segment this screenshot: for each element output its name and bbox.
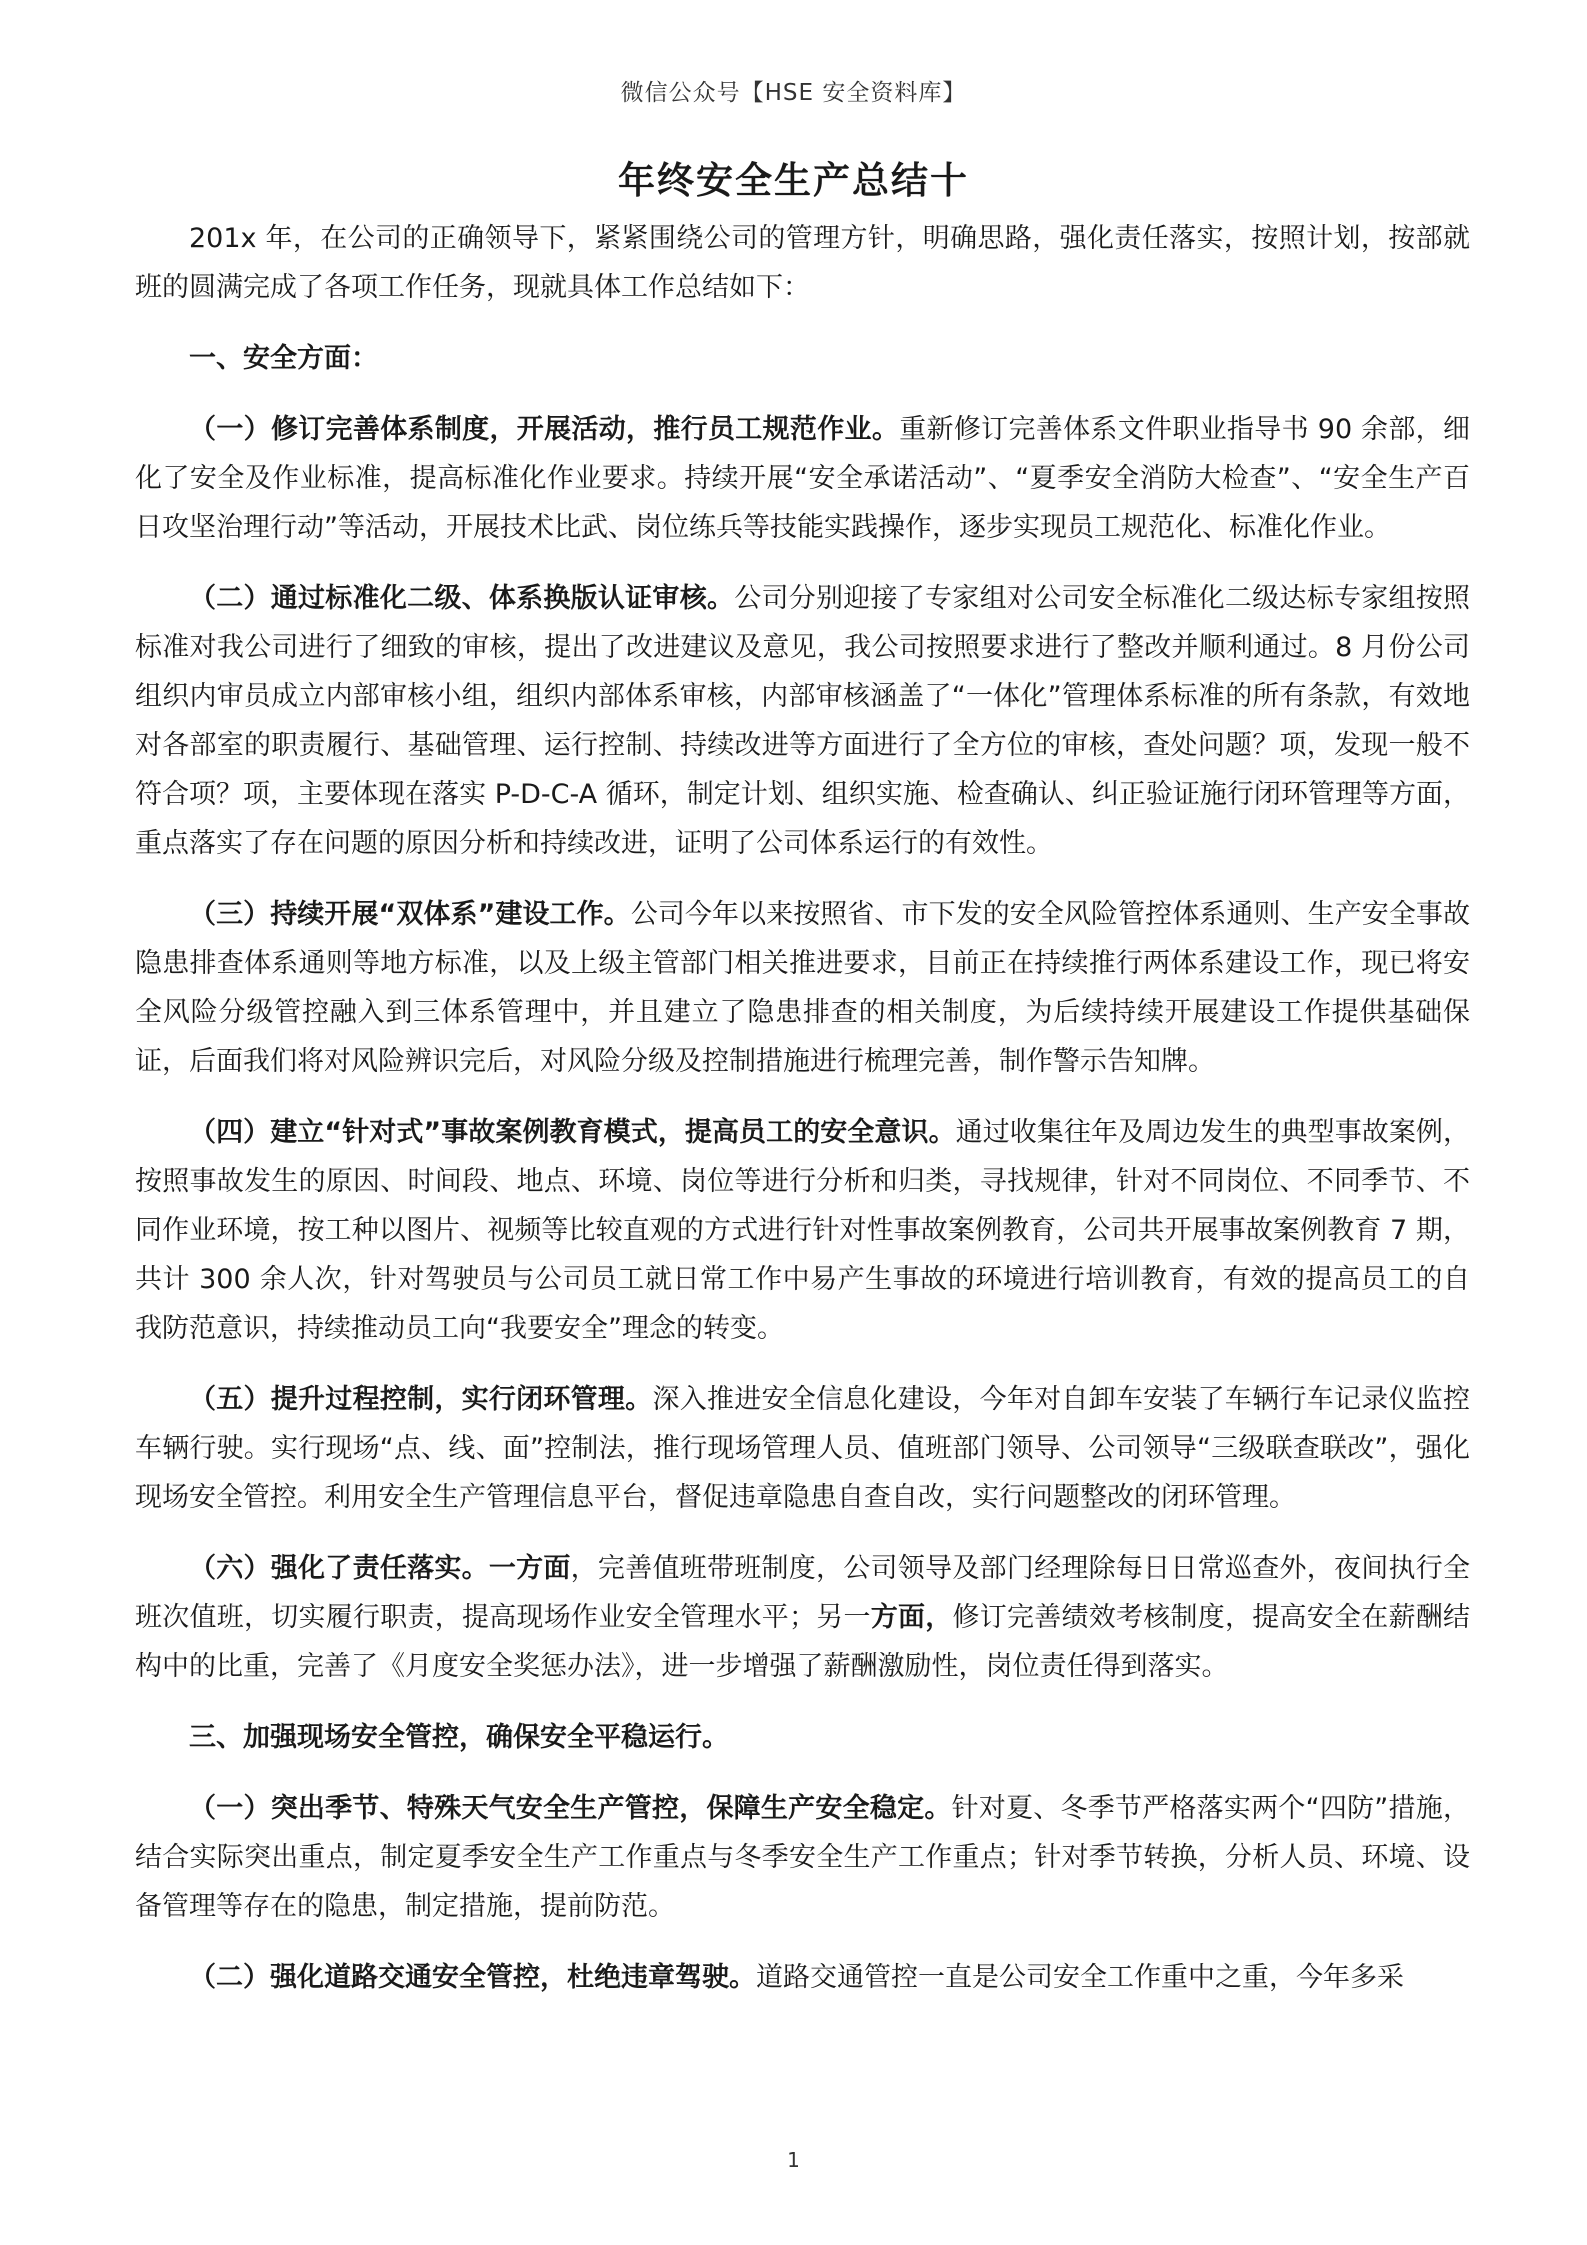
item-title: （一）突出季节、特殊天气安全生产管控，保障生产安全稳定。 (189, 1793, 952, 1824)
item-paragraph-8 (135, 1953, 1470, 2002)
item-emphasis: 一方面 (488, 1553, 571, 1584)
item-title: （一）修订完善体系制度，开展活动，推行员工规范作业。 (189, 414, 900, 445)
item-body: 公司今年以来按照省、市下发的安全风险管控体系通则、生产安全事故隐患排查体系通则等地方标准，以及上级主管部门相关推进要求，目前正在持续推行两体系建设工作，现已将安全风险分级管控融入到三体系管理中，并且建立了隐患排查的相关制度，为后续持续开展建设工作提供基础保证，后面我们将对风险辨识完后，对风险分级及控制措施进行梳理完善，制作警示告知牌。 (135, 899, 1470, 1077)
item-title: （二）强化道路交通安全管控，杜绝违章驾驶。 (189, 1962, 756, 1993)
item-title: （二）通过标准化二级、体系换版认证审核。 (189, 583, 735, 614)
item-paragraph-5 (135, 1375, 1470, 1522)
item-body: ，完善值班带班制度，公司领导及部门经理除每日日常巡查外，夜间执行全班次值班，切实履行职责，提高现场作业安全管理水平；另一 (135, 1553, 1471, 1633)
page-header: 微信公众号【HSE 安全资料库】 (620, 80, 967, 106)
item-paragraph-4 (135, 1108, 1470, 1353)
item-body: 修订完善绩效考核制度，提高安全在薪酬结构中的比重，完善了《月度安全奖惩办法》，进一步增强了薪酬激励性，岗位责任得到落实。 (135, 1602, 1470, 1682)
item-paragraph-3 (135, 890, 1470, 1086)
document-body (135, 214, 1470, 2024)
page-number: 1 (787, 2148, 800, 2172)
item-paragraph-6 (135, 1544, 1470, 1691)
item-body: 通过收集往年及周边发生的典型事故案例，按照事故发生的原因、时间段、地点、环境、岗位等进行分析和归类，寻找规律，针对不同岗位、不同季节、不同作业环境，按工种以图片、视频等比较直观的方式进行针对性事故案例教育，公司共开展事故案例教育 7 期，共计 300 余人次，针对驾驶员与公司员工就日常工作中易产生事故的环境进行培训教育，有效的提高员工的自我防范意识，持续推动员工向“我要安全”理念的转变。 (135, 1117, 1470, 1344)
item-title: （三）持续开展“双体系”建设工作。 (189, 899, 631, 930)
item-body: 道路交通管控一直是公司安全工作重中之重，今年多采 (756, 1962, 1404, 1993)
item-body: 重新修订完善体系文件职业指导书 90 余部，细化了安全及作业标准，提高标准化作业要求。持续开展“安全承诺活动”、“夏季安全消防大检查”、“安全生产百日攻坚治理行动”等活动，开展技术比武、岗位练兵等技能实践操作，逐步实现员工规范化、标准化作业。 (135, 414, 1470, 543)
item-body: 针对夏、冬季节严格落实两个“四防”措施，结合实际突出重点，制定夏季安全生产工作重点与冬季安全生产工作重点；针对季节转换，分析人员、环境、设备管理等存在的隐患，制定措施，提前防范。 (135, 1793, 1470, 1922)
section-heading-1: 一、安全方面： (189, 343, 378, 374)
item-paragraph-7 (135, 1784, 1470, 1931)
item-body: 公司分别迎接了专家组对公司安全标准化二级达标专家组按照标准对我公司进行了细致的审核，提出了改进建议及意见，我公司按照要求进行了整改并顺利通过。8 月份公司组织内审员成立内部审核小组，组织内部体系审核，内部审核涵盖了“一体化”管理体系标准的所有条款，有效地对各部室的职责履行、基础管理、运行控制、持续改进等方面进行了全方位的审核，查处问题？项，发现一般不符合项？项，主要体现在落实 P-D-C-A 循环，制定计划、组织实施、检查确认、纠正验证施行闭环管理等方面，重点落实了存在问题的原因分析和持续改进，证明了公司体系运行的有效性。 (135, 583, 1471, 859)
document-title: 年终安全生产总结十 (618, 159, 969, 202)
item-body: 深入推进安全信息化建设，今年对自卸车安装了车辆行车记录仪监控车辆行驶。实行现场“点、线、面”控制法，推行现场管理人员、值班部门领导、公司领导“三级联查联改”，强化现场安全管控。利用安全生产管理信息平台，督促违章隐患自查自改，实行问题整改的闭环管理。 (135, 1384, 1471, 1513)
item-title: （四）建立“针对式”事故案例教育模式，提高员工的安全意识。 (189, 1117, 956, 1148)
item-title: （五）提升过程控制，实行闭环管理。 (189, 1384, 653, 1415)
intro-paragraph: 201x 年，在公司的正确领导下，紧紧围绕公司的管理方针，明确思路，强化责任落实，按照计划，按部就班的圆满完成了各项工作任务，现就具体工作总结如下： (135, 223, 1470, 303)
item-paragraph-2 (135, 574, 1470, 868)
section-heading-3: 三、加强现场安全管控，确保安全平稳运行。 (189, 1722, 729, 1753)
item-paragraph-1 (135, 405, 1470, 552)
item-title: （六）强化了责任落实。 (189, 1553, 489, 1584)
item-emphasis: 方面， (870, 1602, 953, 1633)
